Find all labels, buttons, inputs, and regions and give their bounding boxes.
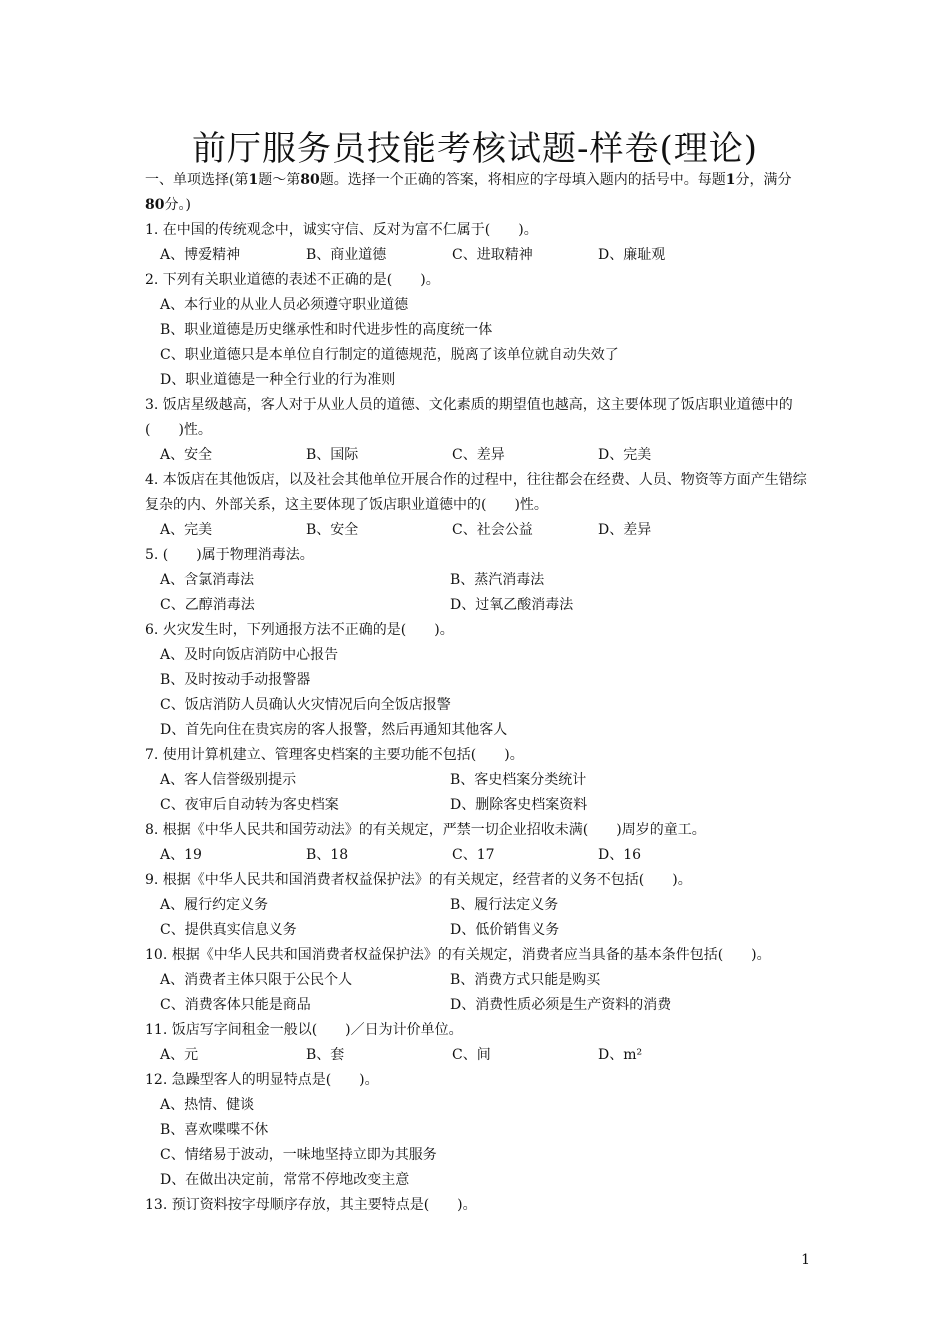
answer-option: B、蒸汽消毒法 (450, 572, 545, 588)
answer-option: B、客史档案分类统计 (450, 772, 587, 788)
answer-option: C、进取精神 (452, 247, 533, 263)
page-title: 前厅服务员技能考核试题-样卷(理论) (191, 128, 759, 169)
question-stem: 13. 预订资料按字母顺序存放，其主要特点是( )。 (145, 1197, 477, 1213)
question-stem: 11. 饭店写字间租金一般以( )／日为计价单位。 (145, 1022, 463, 1038)
answer-option: B、套 (306, 1047, 345, 1063)
option-row (145, 643, 810, 743)
answer-option: D、在做出决定前，常常不停地改变主意 (160, 1172, 410, 1188)
answer-option: A、及时向饭店消防中心报告 (160, 647, 339, 663)
question-stem: 8. 根据《中华人民共和国劳动法》的有关规定，严禁一切企业招收未满( )周岁的童工。 (145, 822, 706, 838)
answer-option: B、安全 (306, 522, 359, 538)
option-row (145, 893, 810, 918)
question-item (145, 1018, 810, 1068)
question-stem: 9. 根据《中华人民共和国消费者权益保护法》的有关规定，经营者的义务不包括( )。 (145, 872, 692, 888)
page-number: 1 (801, 1252, 810, 1268)
option-row (145, 993, 810, 1018)
question-item (145, 1068, 810, 1193)
answer-option: A、本行业的从业人员必须遵守职业道德 (160, 297, 409, 313)
option-row (145, 568, 810, 593)
answer-option: A、完美 (160, 522, 213, 538)
answer-option: D、消费性质必须是生产资料的消费 (450, 997, 672, 1013)
answer-option: D、廉耻观 (598, 247, 666, 263)
answer-option: A、元 (160, 1047, 199, 1063)
answer-option: D、删除客史档案资料 (450, 797, 588, 813)
answer-option: A、履行约定义务 (160, 897, 269, 913)
answer-option: C、提供真实信息义务 (160, 922, 297, 938)
option-row (145, 518, 810, 543)
answer-option: C、夜审后自动转为客史档案 (160, 797, 339, 813)
question-stem: 3. 饭店星级越高，客人对于从业人员的道德、文化素质的期望值也越高，这主要体现了饭店职业道德中的( )性。 (145, 397, 793, 438)
option-row (145, 593, 810, 618)
answer-option: A、博爱精神 (160, 247, 241, 263)
answer-option: B、职业道德是历史继承性和时代进步性的高度统一体 (160, 322, 493, 338)
option-row (145, 293, 810, 393)
option-row (145, 968, 810, 993)
option-row (145, 243, 810, 268)
answer-option: C、间 (452, 1047, 491, 1063)
answer-option: C、饭店消防人员确认火灾情况后向全饭店报警 (160, 697, 451, 713)
answer-option: C、职业道德只是本单位自行制定的道德规范，脱离了该单位就自动失效了 (160, 347, 619, 363)
answer-option: C、社会公益 (452, 522, 533, 538)
option-row (145, 793, 810, 818)
question-stem: 10. 根据《中华人民共和国消费者权益保护法》的有关规定，消费者应当具备的基本条件包括( )。 (145, 947, 771, 963)
question-stem: 1. 在中国的传统观念中，诚实守信、反对为富不仁属于( )。 (145, 222, 538, 238)
answer-option: C、17 (452, 847, 495, 863)
option-row (145, 843, 810, 868)
answer-option: D、m² (598, 1047, 643, 1063)
question-item (145, 743, 810, 818)
question-item (145, 618, 810, 743)
question-stem: 6. 火灾发生时，下列通报方法不正确的是( )。 (145, 622, 454, 638)
question-item (145, 543, 810, 618)
question-stem: 5. ( )属于物理消毒法。 (145, 547, 314, 563)
question-stem: 4. 本饭店在其他饭店，以及社会其他单位开展合作的过程中，往往都会在经费、人员、物资等方面产生错综复杂的内、外部关系，这主要体现了饭店职业道德中的( )性。 (145, 472, 807, 513)
answer-option: B、商业道德 (306, 247, 387, 263)
answer-option: A、消费者主体只限于公民个人 (160, 972, 353, 988)
answer-option: C、乙醇消毒法 (160, 597, 255, 613)
answer-option: A、19 (160, 847, 202, 863)
answer-option: B、国际 (306, 447, 359, 463)
answer-option: D、职业道德是一种全行业的行为准则 (160, 372, 396, 388)
question-item (145, 218, 810, 268)
answer-option: D、首先向住在贵宾房的客人报警，然后再通知其他客人 (160, 722, 508, 738)
option-row (145, 1043, 810, 1068)
option-row (145, 768, 810, 793)
question-item (145, 1193, 810, 1218)
answer-option: B、履行法定义务 (450, 897, 559, 913)
answer-option: C、差异 (452, 447, 505, 463)
answer-option: A、客人信誉级别提示 (160, 772, 297, 788)
option-row (145, 443, 810, 468)
answer-option: C、消费客体只能是商品 (160, 997, 311, 1013)
answer-option: D、差异 (598, 522, 652, 538)
question-stem: 7. 使用计算机建立、管理客史档案的主要功能不包括( )。 (145, 747, 524, 763)
question-list (145, 218, 810, 1218)
answer-option: D、16 (598, 847, 642, 863)
option-row (145, 1093, 810, 1193)
answer-option: A、安全 (160, 447, 213, 463)
answer-option: D、低价销售义务 (450, 922, 560, 938)
question-stem: 2. 下列有关职业道德的表述不正确的是( )。 (145, 272, 440, 288)
question-item (145, 943, 810, 1018)
answer-option: A、热情、健谈 (160, 1097, 255, 1113)
answer-option: B、18 (306, 847, 349, 863)
section-instructions: 一、单项选择(第1题～第80题。选择一个正确的答案，将相应的字母填入题内的括号中。每题1分，满分80分。) (145, 172, 792, 213)
question-stem: 12. 急躁型客人的明显特点是( )。 (145, 1072, 379, 1088)
question-item (145, 818, 810, 868)
answer-option: B、消费方式只能是购买 (450, 972, 601, 988)
question-item (145, 468, 810, 543)
option-row (145, 918, 810, 943)
answer-option: B、喜欢喋喋不休 (160, 1122, 269, 1138)
answer-option: B、及时按动手动报警器 (160, 672, 311, 688)
question-item (145, 268, 810, 393)
answer-option: C、情绪易于波动，一味地坚持立即为其服务 (160, 1147, 437, 1163)
answer-option: A、含氯消毒法 (160, 572, 255, 588)
question-item (145, 393, 810, 468)
answer-option: D、完美 (598, 447, 652, 463)
question-item (145, 868, 810, 943)
answer-option: D、过氧乙酸消毒法 (450, 597, 574, 613)
